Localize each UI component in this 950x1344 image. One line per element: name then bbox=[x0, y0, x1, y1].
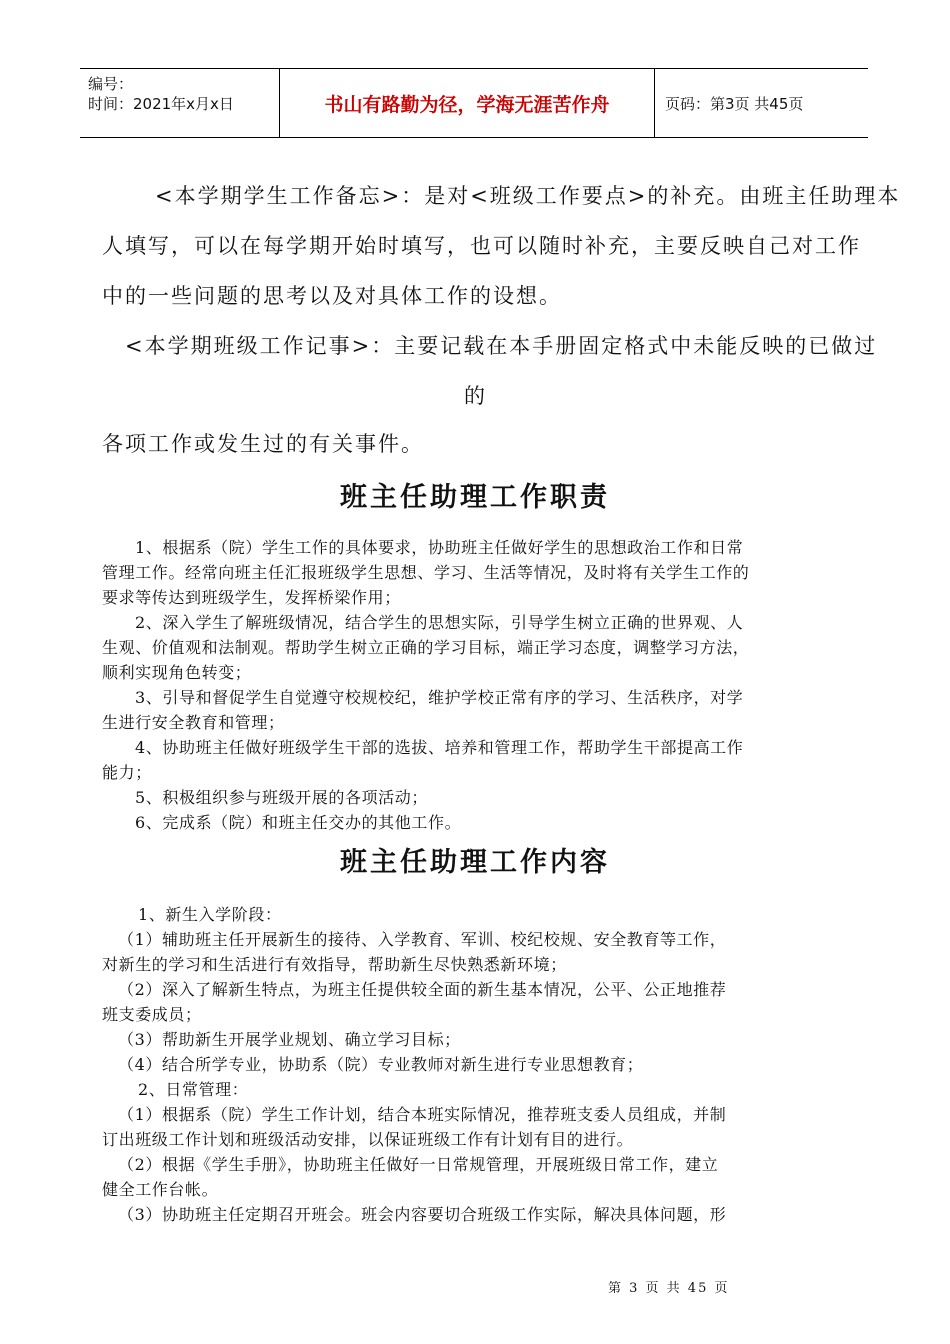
duties-line: 要求等传达到班级学生，发挥桥梁作用； bbox=[102, 588, 401, 607]
duties-line: 顺利实现角色转变； bbox=[102, 663, 252, 682]
page-header bbox=[80, 68, 868, 138]
content-line: 班支委成员； bbox=[102, 1005, 202, 1024]
content-line: （1）辅助班主任开展新生的接待、入学教育、军训、校纪校规、安全教育等工作， bbox=[118, 930, 727, 949]
intro-paragraph-line: <本学期学生工作备忘>：是对<班级工作要点>的补充。由班主任助理本 bbox=[155, 184, 901, 208]
content-line: 健全工作台帐。 bbox=[102, 1180, 219, 1199]
duties-line: 能力； bbox=[102, 763, 152, 782]
duties-line: 5、积极组织参与班级开展的各项活动； bbox=[135, 788, 428, 807]
duties-line: 生进行安全教育和管理； bbox=[102, 713, 285, 732]
content-line: （2）深入了解新生特点，为班主任提供较全面的新生基本情况，公平、公正地推荐 bbox=[118, 980, 727, 999]
section-title-duties: 班主任助理工作职责 bbox=[340, 482, 610, 513]
content-line: （3）协助班主任定期召开班会。班会内容要切合班级工作实际，解决具体问题，形 bbox=[118, 1205, 727, 1224]
content-line: （2）根据《学生手册》，协助班主任做好一日常规管理，开展班级日常工作，建立 bbox=[118, 1155, 719, 1174]
intro-paragraph-line: 的 bbox=[464, 384, 487, 408]
content-line: 对新生的学习和生活进行有效指导，帮助新生尽快熟悉新环境； bbox=[102, 955, 567, 974]
duties-line: 2、深入学生了解班级情况，结合学生的思想实际，引导学生树立正确的世界观、人 bbox=[135, 613, 744, 632]
intro-paragraph-line: 人填写，可以在每学期开始时填写，也可以随时补充，主要反映自己对工作 bbox=[102, 234, 861, 258]
content-line: 2、日常管理： bbox=[138, 1080, 249, 1099]
document-code-label: 编号： bbox=[88, 75, 134, 93]
document-date-label: 时间：2021年x月x日 bbox=[88, 95, 234, 113]
duties-line: 3、引导和督促学生自觉遵守校规校纪，维护学校正常有序的学习、生活秩序，对学 bbox=[135, 688, 744, 707]
header-page-cell bbox=[655, 69, 868, 137]
header-motto-cell bbox=[280, 69, 655, 137]
header-page-number: 页码：第3页 共45页 bbox=[665, 94, 804, 113]
content-line: 1、新生入学阶段： bbox=[138, 905, 282, 924]
section-title-content: 班主任助理工作内容 bbox=[340, 847, 610, 878]
duties-line: 4、协助班主任做好班级学生干部的选拔、培养和管理工作，帮助学生干部提高工作 bbox=[135, 738, 744, 757]
header-meta-cell bbox=[80, 69, 280, 137]
duties-line: 1、根据系（院）学生工作的具体要求，协助班主任做好学生的思想政治工作和日常 bbox=[135, 538, 744, 557]
intro-paragraph-line: 中的一些问题的思考以及对具体工作的设想。 bbox=[102, 284, 562, 308]
header-motto: 书山有路勤为径，学海无涯苦作舟 bbox=[324, 93, 610, 116]
content-line: （1）根据系（院）学生工作计划，结合本班实际情况，推荐班支委人员组成，并制 bbox=[118, 1105, 727, 1124]
duties-line: 6、完成系（院）和班主任交办的其他工作。 bbox=[135, 813, 462, 832]
duties-line: 管理工作。经常向班主任汇报班级学生思想、学习、生活等情况，及时将有关学生工作的 bbox=[102, 563, 750, 582]
content-line: （3）帮助新生开展学业规划、确立学习目标； bbox=[118, 1030, 461, 1049]
content-line: （4）结合所学专业，协助系（院）专业教师对新生进行专业思想教育； bbox=[118, 1055, 644, 1074]
intro-paragraph-line: <本学期班级工作记事>：主要记载在本手册固定格式中未能反映的已做过 bbox=[125, 334, 878, 358]
intro-paragraph-line: 各项工作或发生过的有关事件。 bbox=[102, 432, 424, 456]
content-line: 订出班级工作计划和班级活动安排，以保证班级工作有计划有目的进行。 bbox=[102, 1130, 634, 1149]
page-footer-number: 第 3 页 共 45 页 bbox=[608, 1281, 730, 1296]
duties-line: 生观、价值观和法制观。帮助学生树立正确的学习目标，端正学习态度，调整学习方法， bbox=[102, 638, 750, 657]
